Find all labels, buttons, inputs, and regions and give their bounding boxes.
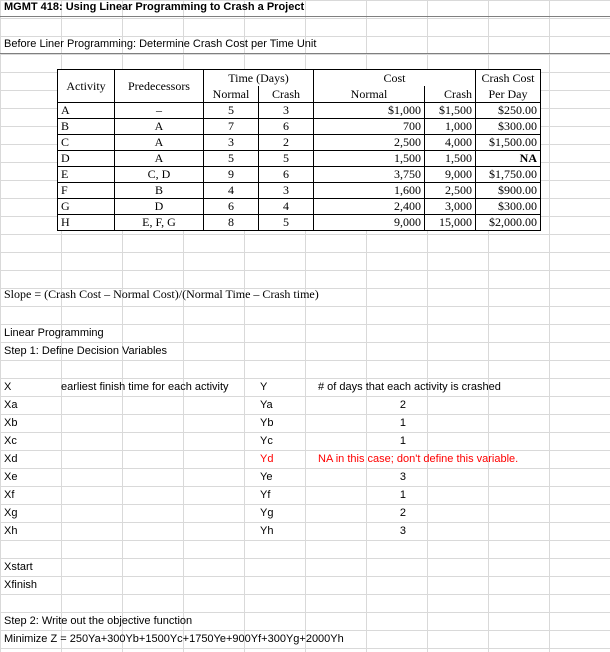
y-description: # of days that each activity is crashed [318, 381, 501, 393]
activity-cell: D [58, 151, 115, 167]
crash-cost-per-day-cell: $300.00 [476, 199, 541, 215]
step1-heading: Step 1: Define Decision Variables [4, 345, 168, 357]
table-row [58, 167, 541, 183]
header-activity: Activity [58, 70, 115, 103]
table-row [58, 119, 541, 135]
step2-heading: Step 2: Write out the objective function [4, 615, 193, 627]
table-row [58, 135, 541, 151]
crash-time-cell: 3 [259, 103, 314, 119]
sheet-title: MGMT 418: Using Linear Programming to Crash a Project [4, 1, 305, 13]
crash-days-value: 1 [399, 435, 406, 447]
predecessor-cell: A [115, 119, 204, 135]
y-variable: Ye [260, 471, 273, 483]
header-cost-crash: Crash [425, 86, 476, 103]
header-per-day: Per Day [476, 86, 541, 103]
section-divider [0, 53, 610, 54]
crash-cost-cell: 1,500 [425, 151, 476, 167]
x-start: Xstart [4, 561, 33, 573]
x-variable: Xg [4, 507, 18, 519]
x-variable: Xh [4, 525, 18, 537]
header-crash-cost: Crash Cost [476, 70, 541, 87]
title-divider [0, 16, 610, 17]
crash-days-value: 1 [399, 417, 406, 429]
normal-cost-cell: 2,500 [314, 135, 425, 151]
header-time: Time (Days) [204, 70, 314, 87]
x-header: X [4, 381, 12, 393]
x-variable: Xe [4, 471, 18, 483]
predecessor-cell: A [115, 135, 204, 151]
y-header: Y [260, 381, 268, 393]
normal-time-cell: 7 [204, 119, 259, 135]
activity-cell: B [58, 119, 115, 135]
crash-cost-per-day-cell: $250.00 [476, 103, 541, 119]
x-variable: Xd [4, 453, 18, 465]
y-variable: Yg [260, 507, 274, 519]
normal-time-cell: 5 [204, 103, 259, 119]
table-row [58, 103, 541, 119]
table-row [58, 199, 541, 215]
predecessor-cell: A [115, 151, 204, 167]
crash-time-cell: 5 [259, 215, 314, 231]
crash-cost-cell: 9,000 [425, 167, 476, 183]
normal-cost-cell: 700 [314, 119, 425, 135]
crash-cost-cell: 3,000 [425, 199, 476, 215]
crash-cost-per-day-cell: $300.00 [476, 119, 541, 135]
activity-cell: A [58, 103, 115, 119]
x-variable: Xa [4, 399, 18, 411]
table-row [58, 151, 541, 167]
x-finish: Xfinish [4, 579, 38, 591]
crash-cost-cell: $1,500 [425, 103, 476, 119]
crash-cost-per-day-cell: $1,750.00 [476, 167, 541, 183]
normal-time-cell: 5 [204, 151, 259, 167]
x-variable: Xc [4, 435, 17, 447]
slope-formula: Slope = (Crash Cost – Normal Cost)/(Normal Time – Crash time) [4, 287, 319, 301]
normal-time-cell: 4 [204, 183, 259, 199]
normal-time-cell: 6 [204, 199, 259, 215]
activity-cell: H [58, 215, 115, 231]
table-row [58, 215, 541, 231]
crash-time-cell: 6 [259, 167, 314, 183]
normal-cost-cell: 1,600 [314, 183, 425, 199]
crash-days-value: 1 [399, 489, 406, 501]
activity-cell: F [58, 183, 115, 199]
normal-cost-cell: $1,000 [314, 103, 425, 119]
activity-cell: C [58, 135, 115, 151]
header-time-normal: Normal [204, 86, 259, 103]
y-variable: Ya [260, 399, 273, 411]
crash-cost-per-day-cell: NA [476, 151, 541, 167]
section-heading: Before Liner Programming: Determine Crash Cost per Time Unit [4, 38, 317, 50]
crash-cost-cell: 15,000 [425, 215, 476, 231]
crash-time-cell: 6 [259, 119, 314, 135]
predecessor-cell: E, F, G [115, 215, 204, 231]
crash-time-cell: 4 [259, 199, 314, 215]
crash-days-value: 3 [399, 471, 406, 483]
normal-time-cell: 3 [204, 135, 259, 151]
header-cost: Cost [314, 70, 476, 87]
y-variable: Yh [260, 525, 274, 537]
activity-cell: E [58, 167, 115, 183]
normal-cost-cell: 2,400 [314, 199, 425, 215]
lp-heading: Linear Programming [4, 327, 104, 339]
objective-function: Minimize Z = 250Ya+300Yb+1500Yc+1750Ye+900Yf+300Yg+2000Yh [4, 633, 344, 645]
crash-time-cell: 2 [259, 135, 314, 151]
x-variable: Xf [4, 489, 15, 501]
crash-days-value: 2 [399, 507, 406, 519]
crash-cost-per-day-cell: $900.00 [476, 183, 541, 199]
predecessor-cell: – [115, 103, 204, 119]
normal-time-cell: 9 [204, 167, 259, 183]
x-description: earliest finish time for each activity [61, 381, 229, 393]
predecessor-cell: D [115, 199, 204, 215]
crash-cost-per-day-cell: $1,500.00 [476, 135, 541, 151]
crash-days-value: 3 [399, 525, 406, 537]
crash-cost-cell: 2,500 [425, 183, 476, 199]
normal-time-cell: 8 [204, 215, 259, 231]
predecessor-cell: B [115, 183, 204, 199]
crash-time-cell: 5 [259, 151, 314, 167]
crash-time-cell: 3 [259, 183, 314, 199]
y-variable: Yf [260, 489, 271, 501]
normal-cost-cell: 3,750 [314, 167, 425, 183]
y-variable: Yc [260, 435, 273, 447]
normal-cost-cell: 1,500 [314, 151, 425, 167]
header-cost-normal: Normal [314, 86, 425, 103]
crash-days-value: 2 [399, 399, 406, 411]
yd-note: NA in this case; don't define this variable. [318, 453, 519, 465]
y-variable: Yb [260, 417, 274, 429]
activity-cell: G [58, 199, 115, 215]
predecessor-cell: C, D [115, 167, 204, 183]
header-predecessors: Predecessors [115, 70, 204, 103]
header-time-crash: Crash [259, 86, 314, 103]
crash-cost-cell: 1,000 [425, 119, 476, 135]
y-variable: Yd [260, 453, 274, 465]
crash-cost-per-day-cell: $2,000.00 [476, 215, 541, 231]
normal-cost-cell: 9,000 [314, 215, 425, 231]
table-row [58, 183, 541, 199]
crash-cost-table [57, 69, 541, 231]
crash-cost-cell: 4,000 [425, 135, 476, 151]
x-variable: Xb [4, 417, 18, 429]
